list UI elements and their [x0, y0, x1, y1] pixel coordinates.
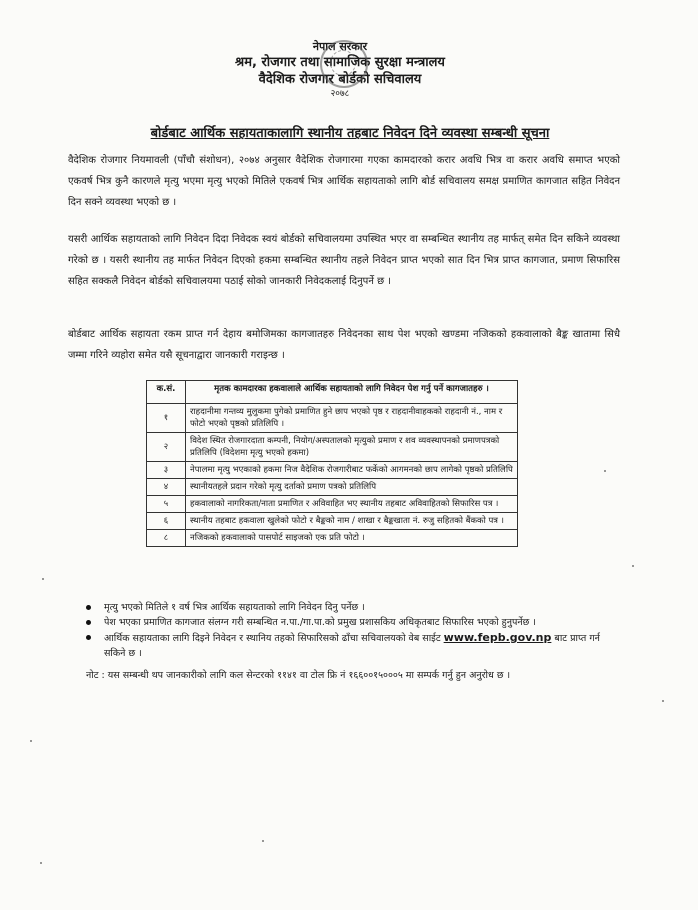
- paragraph-3: बोर्डबाट आर्थिक सहायता रकम प्राप्त गर्न देहाय बमोजिमका कागजातहरु निवेदनका साथ पेश भएको खण्डमा नजिकको हकवालाको बैङ्क खातामा सिधै जम्मा गरिने व्यहोरा समेत यसै सूचनाद्वारा जानकारी गराइन्छ ।: [68, 329, 620, 361]
- row-number: ६: [147, 513, 186, 530]
- bullet-icon: [86, 620, 91, 625]
- row-number: ५: [147, 496, 186, 513]
- country-name: नेपाल सरकार: [312, 40, 368, 53]
- bullet-icon: [86, 635, 91, 640]
- bullet-list: [86, 600, 606, 661]
- scan-speck: [632, 565, 634, 567]
- row-text: नेपालमा मृत्यु भएकाको हकमा निज वैदेशिक रोजगारीबाट फर्केको आगमनको छाप लागेको पृष्ठको प्रतिलिपि: [186, 462, 518, 479]
- table-header-serial: क.सं.: [147, 381, 186, 404]
- table-row: [147, 404, 518, 433]
- paragraph-2: यसरी आर्थिक सहायताको लागि निवेदन दिदा निवेदक स्वयं बोर्डको सचिवालयमा उपस्थित भएर वा सम्बन्धित स्थानीय तह मार्फत् समेत दिन सकिने व्यवस्था गरेको छ । यसरी स्थानीय तह मार्फत निवेदन दिएको हकमा सम्बन्धित स्थानीय तहले निवेदन प्राप्त भएको सात दिन भित्र प्राप्त कागजात, प्रमाण सिफारिस सहित सक्कलै निवेदन बोर्डको सचिवालयमा पठाई सोको जानकारी निवेदकलाई दिनुपर्ने छ ।: [68, 234, 620, 287]
- row-number: ८: [147, 530, 186, 547]
- row-text: हकवालाको नागरिकता/नाता प्रमाणित र अविवाहित भए स्थानीय तहबाट अविवाहितको सिफारिस पत्र ।: [186, 496, 518, 513]
- table-row: [147, 433, 518, 462]
- row-text: स्थानीयतहले प्रदान गरेको मृत्यु दर्ताको प्रमाण पत्रको प्रतिलिपि: [186, 479, 518, 496]
- website-link[interactable]: www.fepb.gov.np: [443, 631, 552, 644]
- bullet-text: आर्थिक सहायताका लागि दिइने निवेदन र स्थानिय तहको सिफारिसको ढाँचा सचिवालयको वेब साईट: [104, 633, 441, 644]
- documents-table: [146, 380, 518, 547]
- row-text: विदेश स्थित रोजगारदाता कम्पनी, नियोग/अस्पतालको मृत्युको प्रमाण र शव व्यवस्थापनको प्रमाणपत्रको प्रतिलिपि (विदेशमा मृत्यु भएको हकमा): [186, 433, 518, 462]
- government-seal-icon: [320, 40, 368, 88]
- list-item: [86, 630, 606, 661]
- ministry-name: श्रम, रोजगार तथा सामाजिक सुरक्षा मन्त्रालय: [235, 55, 445, 70]
- row-number: २: [147, 433, 186, 462]
- list-item: [86, 615, 606, 630]
- table-header-row: [147, 381, 518, 404]
- row-number: १: [147, 404, 186, 433]
- year: २०७८: [330, 89, 350, 99]
- scan-speck: [662, 700, 664, 702]
- table-row: [147, 496, 518, 513]
- row-number: ३: [147, 462, 186, 479]
- row-text: स्थानीय तहबाट हकवाला खुलेको फोटो र बैङ्कको नाम / शाखा र बैङ्कखाता नं. रुजु सहितको बैंकको पत्र ।: [186, 513, 518, 530]
- bullet-icon: [86, 605, 91, 610]
- table-row: [147, 513, 518, 530]
- row-number: ४: [147, 479, 186, 496]
- scan-speck: [40, 862, 42, 864]
- row-text: नजिकको हकवालाको पासपोर्ट साइजको एक प्रति फोटो ।: [186, 530, 518, 547]
- notice-title: बोर्डबाट आर्थिक सहायताकालागि स्थानीय तहबाट निवेदन दिने व्यवस्था सम्बन्धी सूचना: [150, 126, 550, 141]
- scan-speck: [42, 578, 44, 580]
- list-item: [86, 600, 606, 615]
- table-header-documents: मृतक कामदारका हकवालाले आर्थिक सहायताको लागि निवेदन पेश गर्नु पर्ने कागजातहरु ।: [186, 381, 518, 404]
- bullet-text-end: बाट प्राप्त गर्न सकिने छ ।: [104, 633, 600, 659]
- paragraph-1: वैदेशिक रोजगार नियमावली (पाँचौ संशोधन), २०७४ अनुसार वैदेशिक रोजगारमा गएका कामदारको करार अवधि भित्र वा करार अवधि समाप्त भएको एकवर्ष भित्र कुनै कारणले मृत्यु भएमा मृत्यु भएको मितिले एकवर्ष भित्र आर्थिक सहायताको लागि बोर्ड सचिवालय समक्ष प्रमाणित कागजात सहित निवेदन दिन सक्ने व्यवस्था भएको छ ।: [68, 155, 620, 208]
- bullet-text: पेश भएका प्रमाणित कागजात संलग्न गरी सम्बन्धित न.पा./गा.पा.को प्रमुख प्रशासकिय अधिकृतबाट सिफारिस भएको हुनुपर्नेछ ।: [104, 617, 536, 628]
- table-row: [147, 479, 518, 496]
- office-name: वैदेशिक रोजगार बोर्डको सचिवालय: [258, 72, 422, 87]
- scan-speck: [30, 740, 32, 742]
- row-text: राहदानीमा गन्तव्य मुलुकमा पुगेको प्रमाणित हुने छाप भएको पृष्ठ र राहदानीवाहकको राहदानी नं., नाम र फोटो भएको पृष्ठको प्रतिलिपि ।: [186, 404, 518, 433]
- bullet-text: मृत्यु भएको मितिले १ वर्ष भित्र आर्थिक सहायताको लागि निवेदन दिनु पर्नेछ ।: [104, 602, 365, 613]
- contact-note: नोट : यस सम्बन्धी थप जानकारीको लागि कल सेन्टरको ११४१ वा टोल फ्रि नं १६६००१५०००५ मा सम्पर्क गर्नु हुन अनुरोध छ ।: [86, 670, 511, 681]
- scan-speck: [262, 840, 264, 842]
- scan-speck: [604, 470, 606, 472]
- table-row: [147, 462, 518, 479]
- table-row: [147, 530, 518, 547]
- letterhead: [180, 40, 500, 100]
